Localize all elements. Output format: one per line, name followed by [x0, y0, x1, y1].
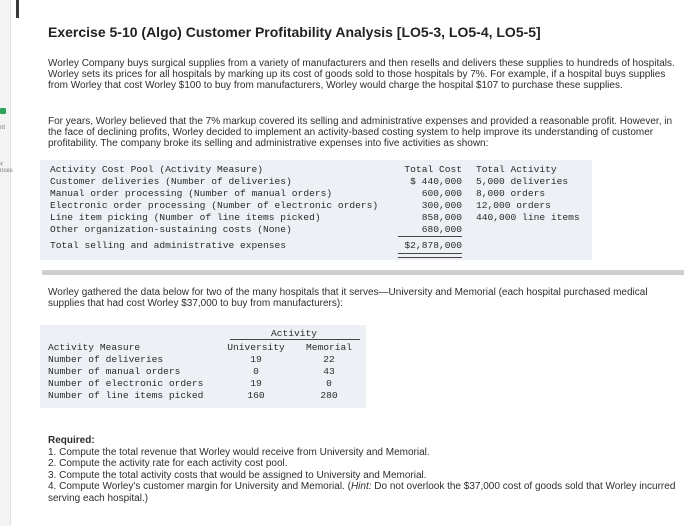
gutter-label: nt — [0, 125, 6, 131]
third-paragraph: Worley gathered the data below for two of the many hospitals that it serves—University and Memorial (each hospital purchased medical supplies that had cost Worley $37,000 to buy from manufacturers): — [48, 287, 648, 309]
cell-university: 19 — [250, 354, 262, 365]
scroll-indicator — [16, 0, 19, 18]
header-pool: Activity Cost Pool (Activity Measure) — [50, 164, 264, 175]
table-row — [40, 378, 366, 390]
table-header-row — [40, 164, 592, 176]
table-row — [40, 176, 592, 188]
table-row — [40, 212, 592, 224]
cell-measure: Number of electronic orders — [48, 378, 204, 389]
header-memorial: Memorial — [305, 342, 353, 353]
table-row — [40, 354, 366, 366]
required-heading: Required: — [48, 435, 95, 446]
cell-university: 160 — [247, 390, 265, 401]
table-row — [40, 188, 592, 200]
cell-memorial: 43 — [323, 366, 335, 377]
cell-measure: Number of line items picked — [48, 390, 204, 401]
header-total-cost: Total Cost — [404, 164, 462, 175]
cell-activity: 12,000 orders — [476, 200, 551, 211]
table-row — [40, 390, 366, 402]
cell-university: 19 — [250, 378, 262, 389]
cell-measure: Number of deliveries — [48, 354, 164, 365]
table-row — [40, 200, 592, 212]
cell-activity: 8,000 orders — [476, 188, 546, 199]
required-item: 1. Compute the total revenue that Worley would receive from University and Memorial. — [48, 446, 430, 458]
required-item: 3. Compute the total activity costs that would be assigned to University and Memorial. — [48, 469, 427, 481]
group-header-activity: Activity — [270, 328, 318, 339]
cell-memorial: 280 — [320, 390, 338, 401]
subtotal-rule — [398, 236, 462, 237]
cell-cost: 858,000 — [421, 212, 462, 223]
hint-label: Hint: — [350, 481, 372, 492]
required-item-4-rest: Do not overlook the $37,000 cost of goods sold that Worley incurred serving each hospital.) — [48, 481, 676, 504]
cell-pool: Manual order processing (Number of manual orders) — [50, 188, 333, 199]
cell-activity: 440,000 line items — [476, 212, 580, 223]
left-gutter — [0, 0, 11, 526]
header-total-activity: Total Activity — [476, 164, 557, 175]
cell-pool: Line item picking (Number of line items picked) — [50, 212, 321, 223]
total-double-rule — [398, 253, 462, 258]
table-row — [40, 366, 366, 378]
header-measure: Activity Measure — [48, 342, 141, 353]
cell-memorial: 22 — [323, 354, 335, 365]
required-item-4 — [48, 481, 688, 504]
exercise-title: Exercise 5-10 (Algo) Customer Profitability Analysis [LO5-3, LO5-4, LO5-5] — [48, 24, 541, 40]
cell-university: 0 — [253, 366, 259, 377]
cell-pool: Customer deliveries (Number of deliveries) — [50, 176, 292, 187]
chevron-left-icon[interactable]: ‹ — [0, 158, 3, 168]
table-header-row — [40, 342, 366, 354]
intro-paragraph: Worley Company buys surgical supplies from a variety of manufacturers and then resells and delivers these supplies to hundreds of hospitals. Worley sets its prices for all hospitals by marking up its cost of goods sold to those hospitals by 7%. For example, if a hospital buys supplies from Worley that cost Worley $100 to buy from manufacturers, Worley would charge the hospital $107 to purchase these supplies. — [48, 58, 675, 91]
required-item-4-main: 4. Compute Worley's customer margin for University and Memorial. ( — [48, 481, 351, 492]
cell-pool: Electronic order processing (Number of electronic orders) — [50, 200, 379, 211]
section-divider — [42, 270, 684, 275]
cell-cost: 680,000 — [421, 224, 462, 235]
cell-cost: 600,000 — [421, 188, 462, 199]
second-paragraph: For years, Worley believed that the 7% markup covered its selling and administrative expenses and provided a reasonable profit. However, in the face of declining profits, Worley decided to implement an activity-based costing system to help improve its understanding of customer profitability. The company broke its selling and administrative expenses into five activities as shown: — [48, 116, 673, 149]
activity-cost-pool-table — [40, 160, 592, 260]
check-icon — [0, 108, 6, 114]
header-university: University — [227, 342, 285, 353]
cell-cost: 300,000 — [421, 200, 462, 211]
cell-measure: Number of manual orders — [48, 366, 181, 377]
cell-cost: $ 440,000 — [410, 176, 462, 187]
cell-total-cost: $2,878,000 — [404, 240, 462, 251]
required-item: 2. Compute the activity rate for each activity cost pool. — [48, 458, 288, 469]
cell-total-label: Total selling and administrative expenses — [50, 240, 287, 251]
cell-activity: 5,000 deliveries — [476, 176, 569, 187]
cell-memorial: 0 — [326, 378, 332, 389]
hospital-activity-table — [40, 325, 366, 408]
group-header-rule — [230, 339, 360, 340]
table-row — [40, 224, 592, 236]
gutter-label: nces — [0, 168, 13, 174]
cell-pool: Other organization-sustaining costs (None) — [50, 224, 292, 235]
required-section — [48, 435, 688, 504]
table-total-row — [40, 240, 592, 252]
